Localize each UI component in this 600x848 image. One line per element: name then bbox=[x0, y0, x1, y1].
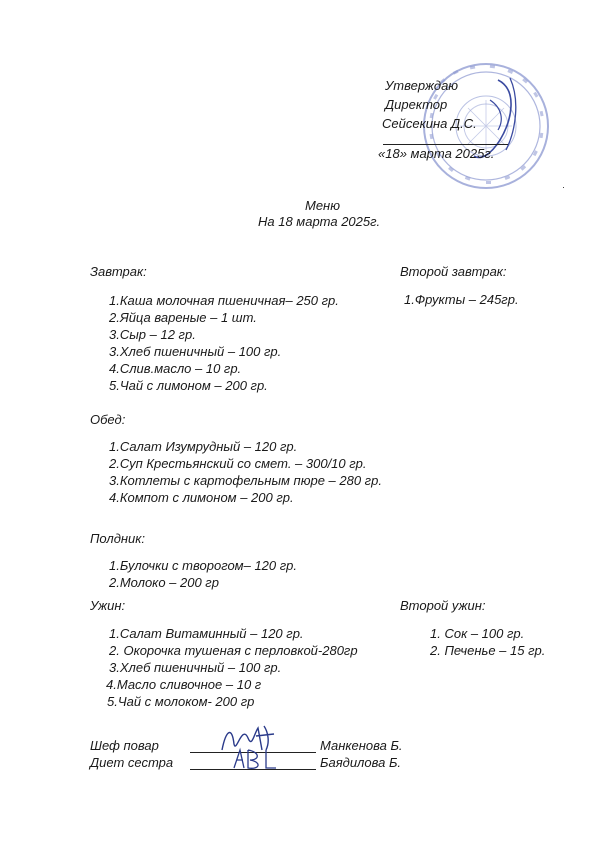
dinner-heading: Ужин: bbox=[90, 598, 126, 613]
snack-list bbox=[109, 557, 297, 591]
list-item: 2. Печенье – 15 гр. bbox=[430, 643, 546, 658]
list-item: 3.Котлеты с картофельным пюре – 280 гр. bbox=[109, 473, 382, 488]
list-item: 3.Сыр – 12 гр. bbox=[109, 327, 196, 342]
list-item: 1. Сок – 100 гр. bbox=[430, 626, 525, 641]
list-item: 1.Каша молочная пшеничная– 250 гр. bbox=[109, 293, 339, 308]
menu-title: Меню bbox=[305, 198, 340, 213]
second-breakfast-heading: Второй завтрак: bbox=[400, 264, 507, 279]
second-dinner-list bbox=[430, 625, 545, 659]
list-item: 2.Молоко – 200 гр bbox=[109, 575, 219, 590]
list-item: 2.Суп Крестьянский со смет. – 300/10 гр. bbox=[109, 456, 367, 471]
lunch-heading: Обед: bbox=[90, 412, 126, 427]
list-item: 1.Салат Витаминный – 120 гр. bbox=[109, 626, 304, 641]
list-item: 1.Фрукты – 245гр. bbox=[404, 292, 519, 307]
dinner-list bbox=[106, 625, 358, 710]
approval-director-name: Сейсекина Д.С. bbox=[382, 116, 477, 131]
list-item: 5.Чай с лимоном – 200 гр. bbox=[109, 378, 268, 393]
menu-date: На 18 марта 2025г. bbox=[258, 214, 381, 229]
nurse-role: Диет сестра bbox=[90, 755, 174, 770]
list-item: 2.Яйца вареные – 1 шт. bbox=[109, 310, 257, 325]
second-dinner-heading: Второй ужин: bbox=[400, 598, 486, 613]
approval-approved: Утверждаю bbox=[385, 78, 459, 93]
breakfast-heading: Завтрак: bbox=[90, 264, 147, 279]
approval-position: Директор bbox=[385, 97, 448, 112]
chef-name: Манкенова Б. bbox=[320, 738, 403, 753]
lunch-list bbox=[109, 438, 382, 506]
list-item: 1.Салат Изумрудный – 120 гр. bbox=[109, 439, 298, 454]
chef-role: Шеф повар bbox=[90, 738, 159, 753]
list-item: 4.Слив.масло – 10 гр. bbox=[109, 361, 242, 376]
list-item: 3.Хлеб пшеничный – 100 гр. bbox=[109, 660, 282, 675]
approval-date: «18» марта 2025г. bbox=[378, 146, 495, 161]
nurse-signature bbox=[230, 746, 278, 772]
approval-signature-line bbox=[383, 144, 508, 145]
list-item: 4.Компот с лимоном – 200 гр. bbox=[109, 490, 294, 505]
second-breakfast-list bbox=[404, 292, 519, 307]
snack-heading: Полдник: bbox=[90, 531, 146, 546]
list-item: 4.Масло сливочное – 10 г bbox=[106, 677, 262, 692]
list-item: 1.Булочки с творогом– 120 гр. bbox=[109, 558, 297, 573]
scan-mark: · bbox=[562, 182, 565, 192]
list-item: 3.Хлеб пшеничный – 100 гр. bbox=[109, 344, 282, 359]
list-item: 2. Окорочка тушеная с перловкой-280гр bbox=[109, 643, 358, 658]
breakfast-list bbox=[109, 292, 339, 394]
nurse-name: Баядилова Б. bbox=[320, 755, 402, 770]
list-item: 5.Чай с молоком- 200 гр bbox=[107, 694, 255, 709]
